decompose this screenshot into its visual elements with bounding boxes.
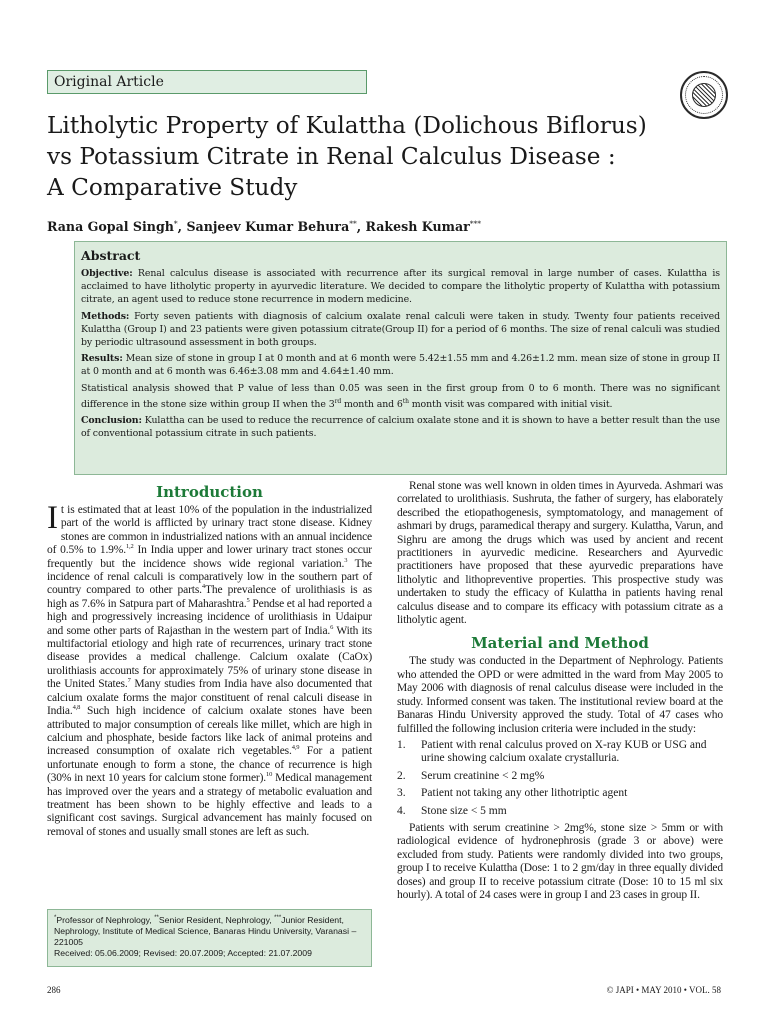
abstract-statistics: Statistical analysis showed that P value of less than 0.05 was seen in the first group from 0 to 6 month. There was no significant difference in the stone size within group II when the 3rd month and 6th month visit was compared with initial visit. [81, 382, 720, 410]
title-line: vs Potassium Citrate in Renal Calculus Disease : [47, 143, 616, 170]
abstract-results: Results: Mean size of stone in group I at 0 month and at 6 month were 5.42±1.55 mm and 4.26±1.2 mm. mean size of stone in group II at 0 month and at 6 month was 6.46±3.08 mm and 4.64±1.40 mm. [81, 353, 720, 378]
abstract-methods: Methods: Forty seven patients with diagnosis of calcium oxalate renal calculi were taken in study. Twenty four patients received Kulattha (Group I) and 23 patients were given potassium citrate(Group II) for a period of 6 months. The size of renal calculi was studied by periodic ultrasound assessment in both groups. [81, 310, 720, 349]
methods-heading: Material and Method [471, 634, 649, 653]
inclusion-criteria-list [397, 739, 723, 818]
page-number: 286 [47, 985, 61, 995]
ayurveda-paragraph: Renal stone was well known in olden times in Ayurveda. Ashmari was correlated to urolithiasis. Sushruta, the father of surgery, has elaborately described the etiopathogenesis, symptomatology, and management of ashmari by drugs, paramedical therapy and surgery. Kulattha, Varun, and Sighru are among the drugs which was used by ancient and recent practitioners in ayurvedic medicine. Researchers and Ayurvedic practitioners have proposed that these ayurvedic preparations have litholytic and lithopreventive properties. This prospective study was undertaken to study the efficacy of Kulattha in patients having renal calculus disease and to compare its efficacy with potassium citrate as a litholytic agent. [397, 480, 723, 627]
article-type-label: Original Article [47, 70, 367, 94]
abstract-heading: Abstract [81, 248, 141, 263]
affiliation-text: *Professor of Nephrology, **Senior Resident, Nephrology, ***Junior Resident, Nephrology, Institute of Medical Science, Banaras Hindu University, Varanasi – 221005 [54, 914, 357, 947]
abstract-box [74, 241, 727, 475]
title-line: A Comparative Study [47, 174, 298, 201]
association-seal-icon [680, 71, 728, 119]
abstract-conclusion: Conclusion: Kulattha can be used to reduce the recurrence of calcium oxalate stone and it is shown to have a better result than the use of conventional potassium citrate in such patients. [81, 415, 720, 440]
list-item: 1. Patient with renal calculus proved on X-ray KUB or USG and urine showing calcium oxalate crystalluria. [397, 738, 707, 765]
introduction-paragraph: It is estimated that at least 10% of the population in the industrialized part of the world is afflicted by urinary tract stone disease. Kidney stones are common in industrialized nations with an annual incidence of 0.5% to 1.9%.$^{1,2}$ In India upper and lower urinary tract stones occur frequently but the incidence shows wide regional variation.$^3$ The incidence of renal calculi is comparatively low in the southern part of country compared to other parts.$^4$The prevalence of urolithiasis is as high as 7.6% in Satpura part of Maharashtra.$^5$ Pendse et al had reported a high and progressively increasing incidence of urolithiasis in Udaipur and some other parts of Rajasthan in the western part of India.$^6$ With its multifactorial etiology and high rate of recurrences, urinary tract stone disease provides a medical challenge. Calcium oxalate (CaOx) urolithiasis accounts for approximately 75% of urinary stone disease in the United States.$^7$ Many studies from India have also documented that calcium oxalate forms the major constituent of renal calculi disease in India.$^{4,8}$ Such high incidence of calcium oxalate stones have been attributed to major consumption of cereals like millet, which are high in calcium and phosphate, beside factors like lack of animal proteins and increased consumption of oxalate rich vegetables.$^{4,9}$ For a patient unfortunate enough to form a stone, the chance of recurrence is high (30% in next 10 years for calcium stone former).$^{10}$ Medical management has improved over the years and a strategy of metabolic evaluation and treatment has been shown to be highly effective and leads to a significant cost savings. Surgical advancement has mainly focused on removal of stones and usually small stones are left as such. [47, 500, 373, 838]
list-item: 2. Serum creatinine < 2 mg% [397, 769, 545, 782]
list-item: 4. Stone size < 5 mm [397, 804, 507, 817]
introduction-heading: Introduction [156, 483, 263, 501]
author-name: Rakesh Kumar [365, 219, 470, 235]
list-item: 3. Patient not taking any other lithotriptic agent [397, 787, 628, 800]
drop-cap: I [47, 500, 58, 536]
article-title [47, 110, 687, 203]
author-list: Rana Gopal Singh*, Sanjeev Kumar Behura**, Rakesh Kumar*** [47, 219, 481, 235]
author-name: Sanjeev Kumar Behura [186, 219, 350, 235]
submission-dates: Received: 05.06.2009; Revised: 20.07.2009; Accepted: 21.07.2009 [54, 947, 312, 958]
author-name: Rana Gopal Singh [47, 219, 174, 235]
left-column [47, 480, 372, 839]
journal-citation: © JAPI • MAY 2010 • VOL. 58 [606, 985, 721, 995]
exclusion-paragraph: Patients with serum creatinine > 2mg%, stone size > 5mm or with radiological evidence of hydronephrosis (grade 3 or above) were excluded from study. Patients were randomly divided into two groups, group I to receive Kulattha (Dose: 1 to 2 gm/day in three equally divided doses) and group II to receive potassium citrate (Dose: 10 to 15 ml six hourly). A total of 24 cases were in group I and 23 cases in group II. [397, 821, 723, 901]
right-column [397, 480, 723, 902]
abstract-objective: Objective: Renal calculus disease is associated with recurrence after its surgical removal in large number of cases. Kulattha is acclaimed to have litholytic property in ayurvedic literature. We decided to compare the litholytic property of Kulattha with potassium citrate, an agent used to reduce stone recurrence in modern medicine. [81, 268, 720, 306]
affiliation-footnote [47, 909, 372, 967]
title-line: Litholytic Property of Kulattha (Dolichous Biflorus) [47, 112, 647, 139]
methods-paragraph: The study was conducted in the Department of Nephrology. Patients who attended the OPD or were admitted in the ward from May 2005 to May 2006 with diagnosis of renal calculus disease were included in the study. Informed consent was taken. The institutional review board at the Banaras Hindu University approved the study. Total of 47 cases who fulfilled the following inclusion criteria were included in the study: [397, 655, 723, 735]
